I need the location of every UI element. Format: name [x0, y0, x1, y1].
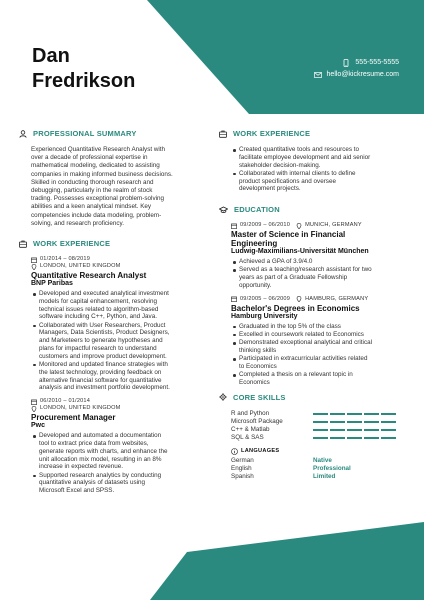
languages-title: LANGUAGES: [241, 448, 280, 455]
list-item: Excelled in coursework related to Economics: [231, 331, 403, 339]
work-right-header: [219, 129, 403, 138]
summary-text: Experienced Quantitative Research Analyst with over a decade of professional expertise in mathematical modeling, dedicated to assisting companies in making informed business decisions. Skilled in conducting thorough research and debugging, particularly in the realm of stock trading. Possesses exceptional problem-solving abilities and a keen analytical mindset. Key competencies include data modeling, problem- solving, and research proficiency.: [31, 146, 173, 227]
job-bullets: [31, 432, 200, 495]
education-entry: [231, 296, 403, 387]
education-dates-location: 09/2009 – 06/2010 MUNICH, GERMANY: [231, 222, 403, 229]
graduation-cap-icon: [219, 206, 228, 214]
work-left-title: WORK EXPERIENCE: [33, 239, 111, 249]
education-title: EDUCATION: [234, 205, 280, 215]
skill-level-segment: [381, 413, 396, 415]
job-bullets: [31, 290, 200, 392]
skill-level-segment: [313, 413, 328, 415]
skill-level-bar: [313, 421, 396, 423]
location-pin-icon: [31, 406, 37, 412]
skill-level-bar: [313, 437, 396, 439]
phone-number[interactable]: 555-555-5555: [355, 59, 399, 66]
skill-level-segment: [347, 429, 362, 431]
skill-level-segment: [313, 421, 328, 423]
skill-level-segment: [381, 437, 396, 439]
calendar-icon: [231, 223, 237, 229]
education-dates-location: 09/2005 – 06/2009 HAMBURG, GERMANY: [231, 296, 403, 303]
skill-row: Microsoft Package: [231, 418, 403, 426]
school-name: Ludwig-Maximilians-Universität München: [231, 248, 369, 256]
info-icon: [231, 448, 238, 455]
job-location: LONDON, UNITED KINGDOM: [31, 405, 200, 412]
list-item: Developed and executed analytical investment models for capital enhancement, resolving technical issues related to algorithm-based software including C++, Python, and Java.: [31, 290, 200, 321]
list-item: Graduated in the top 5% of the class: [231, 323, 403, 331]
list-item: Collaborated with internal clients to define product specifications and oversee development projects.: [231, 170, 403, 193]
first-name: Dan: [32, 45, 70, 67]
briefcase-icon: [19, 240, 27, 248]
skill-level-segment: [364, 437, 379, 439]
location-pin-icon: [296, 223, 302, 229]
phone-icon: [342, 59, 350, 67]
list-item: Completed a thesis on a relevant topic in Economics: [231, 371, 403, 387]
list-item: Demonstrated exceptional analytical and critical thinking skills: [231, 339, 403, 355]
skill-level-segment: [313, 437, 328, 439]
left-column: [19, 129, 200, 501]
skill-level-bar: [313, 429, 396, 431]
phone-row: [314, 57, 399, 69]
summary-header: [19, 129, 200, 138]
degree-title: Master of Science in Financial Engineering: [231, 230, 346, 249]
education-bullets: [231, 258, 403, 290]
job-entry: [31, 398, 200, 495]
education-header: [219, 205, 403, 214]
skill-level-segment: [347, 421, 362, 423]
skills-header: [219, 393, 403, 402]
education-bullets: [231, 323, 403, 387]
work-right-title: WORK EXPERIENCE: [233, 129, 311, 138]
job-entry: [31, 256, 200, 392]
skill-level-segment: [313, 429, 328, 431]
briefcase-icon: [219, 130, 227, 138]
job-company: BNP Paribas: [31, 280, 73, 288]
list-item: Developed and automated a documentation tool to extract price data from websites, generate reports with charts, and enhance the unit allocation mix model, resulting in an 8% increase in expected revenue.: [31, 432, 200, 471]
list-item: Monitored and updated finance strategies with the latest technology, providing feedback on alternative financial software for quantitative analysis and investment portfolio development.: [31, 361, 200, 392]
skill-row: C++ & Matlab: [231, 426, 403, 434]
languages-header: [231, 448, 403, 455]
calendar-icon: [31, 399, 37, 405]
list-item: Created quantitative tools and resources to facilitate employee development and aid senior stakeholder decision-making.: [231, 146, 403, 169]
list-item: Served as a teaching/research assistant for two years as part of a Graduate Fellowship opportunity.: [231, 266, 403, 289]
skill-level-bar: [313, 413, 396, 415]
job-location: LONDON, UNITED KINGDOM: [31, 263, 200, 270]
summary-title: PROFESSIONAL SUMMARY: [33, 129, 137, 138]
person-icon: [19, 130, 27, 138]
skill-level-segment: [381, 429, 396, 431]
contact-block: [314, 57, 399, 81]
language-row: Spanish Limited: [231, 473, 336, 481]
education-entry: [231, 222, 403, 290]
candidate-name: [32, 44, 135, 94]
work-right-bullets: [231, 146, 403, 193]
list-item: Supported research analytics by conducting quantitative analysis of datasets using Microsoft Excel and SPSS.: [31, 472, 200, 495]
gear-icon: [219, 393, 227, 401]
email-row: [314, 69, 399, 81]
skill-row: R and Python: [231, 410, 403, 418]
location-pin-icon: [31, 264, 37, 270]
language-row: German Native: [231, 456, 332, 464]
language-row: English Professional: [231, 464, 351, 472]
skill-level-segment: [330, 437, 345, 439]
school-name: Hamburg University: [231, 312, 298, 320]
degree-title: Bachelor's Degrees in Economics: [231, 303, 360, 313]
skill-level-segment: [364, 429, 379, 431]
list-item: Achieved a GPA of 3.9/4.0: [231, 258, 403, 266]
job-company: Pwc: [31, 422, 46, 430]
skill-level-segment: [347, 413, 362, 415]
calendar-icon: [31, 257, 37, 263]
email-address[interactable]: hello@kickresume.com: [326, 71, 399, 78]
list-item: Collaborated with User Researchers, Product Managers, Data Scientists, Product Designers, and Marketeers to generate hypotheses and plans for impactful research to understand customers and improve product development.: [31, 322, 200, 361]
skill-level-segment: [330, 421, 345, 423]
last-name: Fredrikson: [32, 70, 136, 92]
location-pin-icon: [296, 296, 302, 302]
skill-level-segment: [381, 421, 396, 423]
right-column: [219, 129, 403, 481]
list-item: Participated in extracurricular activities related to Economics: [231, 355, 403, 371]
job-dates: 01/2014 – 08/2019: [31, 256, 200, 263]
skill-level-segment: [347, 437, 362, 439]
work-left-header: [19, 239, 200, 248]
job-dates: 06/2010 – 01/2014: [31, 398, 200, 405]
skill-level-segment: [330, 413, 345, 415]
job-title: Quantitative Research Analyst: [31, 271, 147, 281]
calendar-icon: [231, 296, 237, 302]
skill-level-segment: [364, 421, 379, 423]
skill-level-segment: [364, 413, 379, 415]
skill-row: SQL & SAS: [231, 434, 403, 442]
skill-level-segment: [330, 429, 345, 431]
skills-title: CORE SKILLS: [233, 392, 286, 402]
job-title: Procurement Manager: [31, 413, 116, 423]
email-icon: [314, 71, 322, 79]
skills-list: [219, 410, 403, 442]
